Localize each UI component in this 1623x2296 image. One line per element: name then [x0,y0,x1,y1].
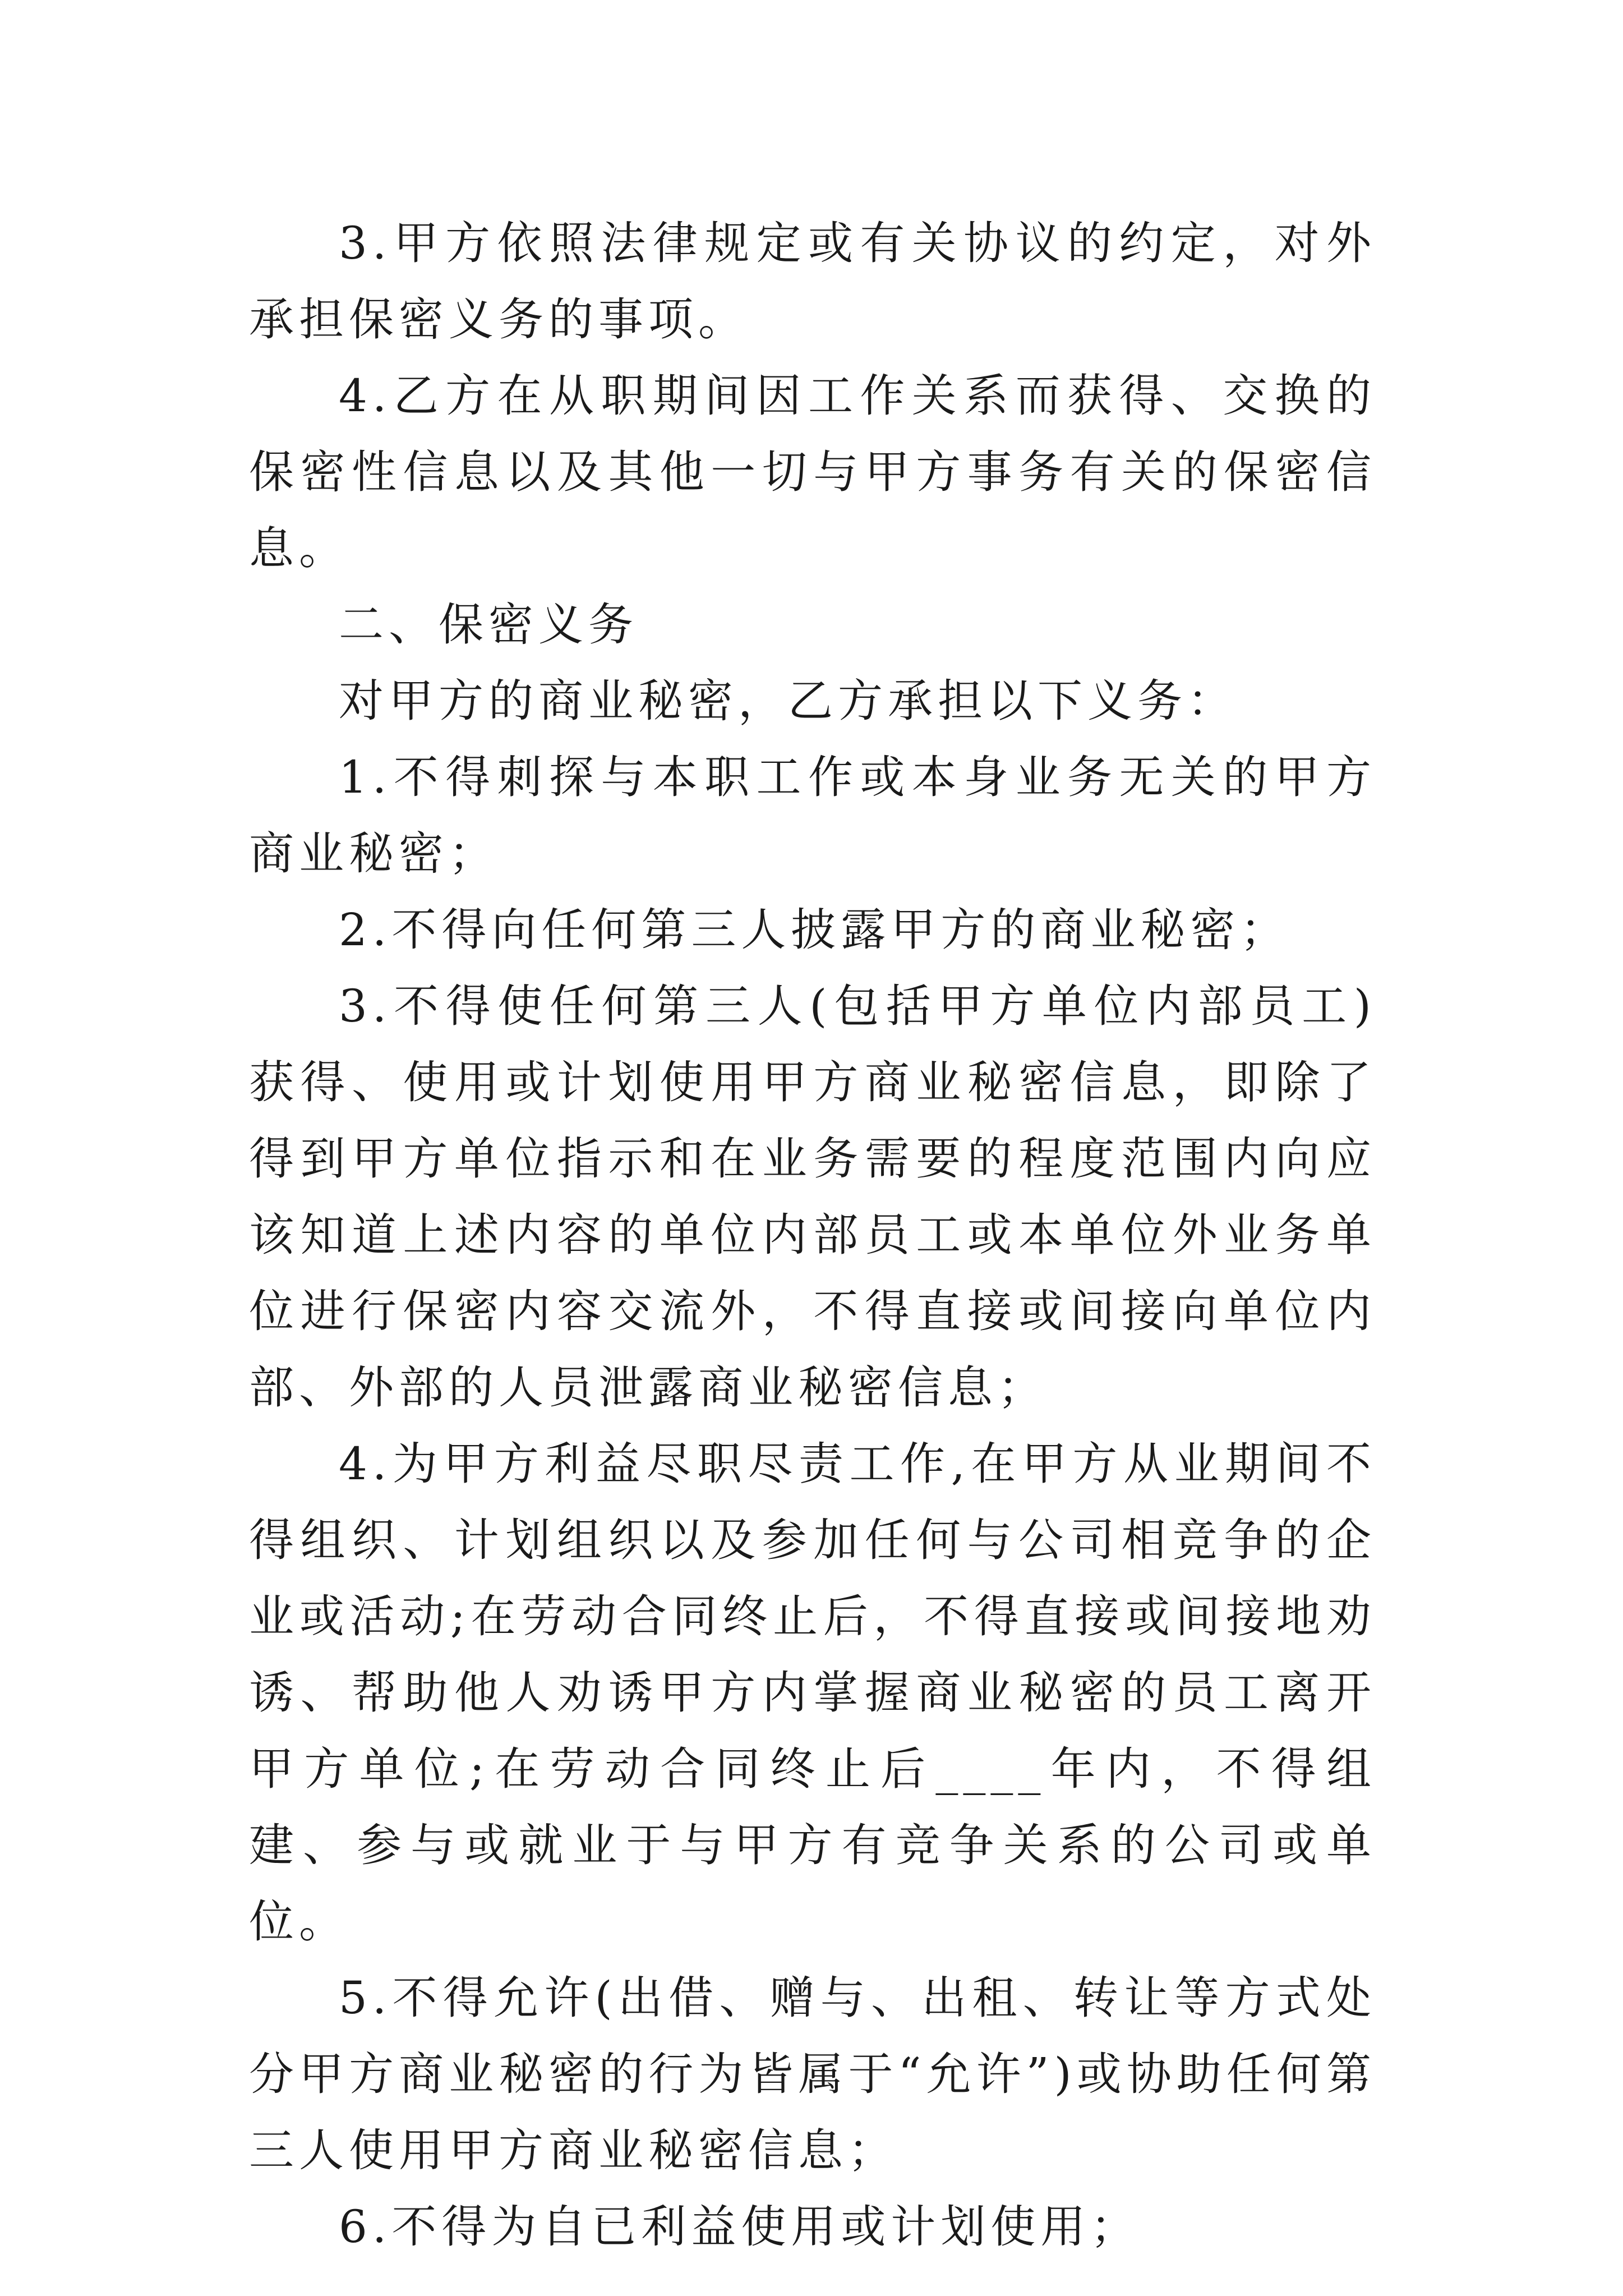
section-heading-confidentiality-obligations: 二、保密义务 [339,599,638,651]
obligation-1-paragraph: 1.不得刺探与本职工作或本身业务无关的甲方商业秘密； [249,751,1376,880]
clause-4-paragraph: 4.乙方在从职期间因工作关系而获得、交换的保密性信息以及其他一切与甲方事务有关的保密信息。 [249,370,1376,574]
document-body [249,205,1376,2265]
obligations-intro-paragraph: 对甲方的商业秘密，乙方承担以下义务： [339,675,1237,727]
obligation-5-paragraph: 5.不得允许(出借、赠与、出租、转让等方式处分甲方商业秘密的行为皆属于“允许”)或协助任何第三人使用甲方商业秘密信息； [249,1972,1376,2177]
obligation-6-paragraph: 6.不得为自已利益使用或计划使用； [339,2201,1141,2253]
obligation-3-paragraph: 3.不得使任何第三人(包括甲方单位内部员工)获得、使用或计划使用甲方商业秘密信息，即除了得到甲方单位指示和在业务需要的程度范围内向应该知道上述内容的单位内部员工或本单位外业务单位进行保密内容交流外，不得直接或间接向单位内部、外部的人员泄露商业秘密信息； [249,980,1376,1414]
obligation-2-paragraph: 2.不得向任何第三人披露甲方的商业秘密； [339,904,1290,956]
clause-3-paragraph: 3.甲方依照法律规定或有关协议的约定，对外承担保密义务的事项。 [249,217,1376,346]
obligation-4-paragraph: 4.为甲方利益尽职尽责工作,在甲方从业期间不得组织、计划组织以及参加任何与公司相竞争的企业或活动;在劳动合同终止后，不得直接或间接地劝诱、帮助他人劝诱甲方内掌握商业秘密的员工离开甲方单位;在劳动合同终止后____年内，不得组建、参与或就业于与甲方有竞争关系的公司或单位。 [249,1438,1376,1948]
